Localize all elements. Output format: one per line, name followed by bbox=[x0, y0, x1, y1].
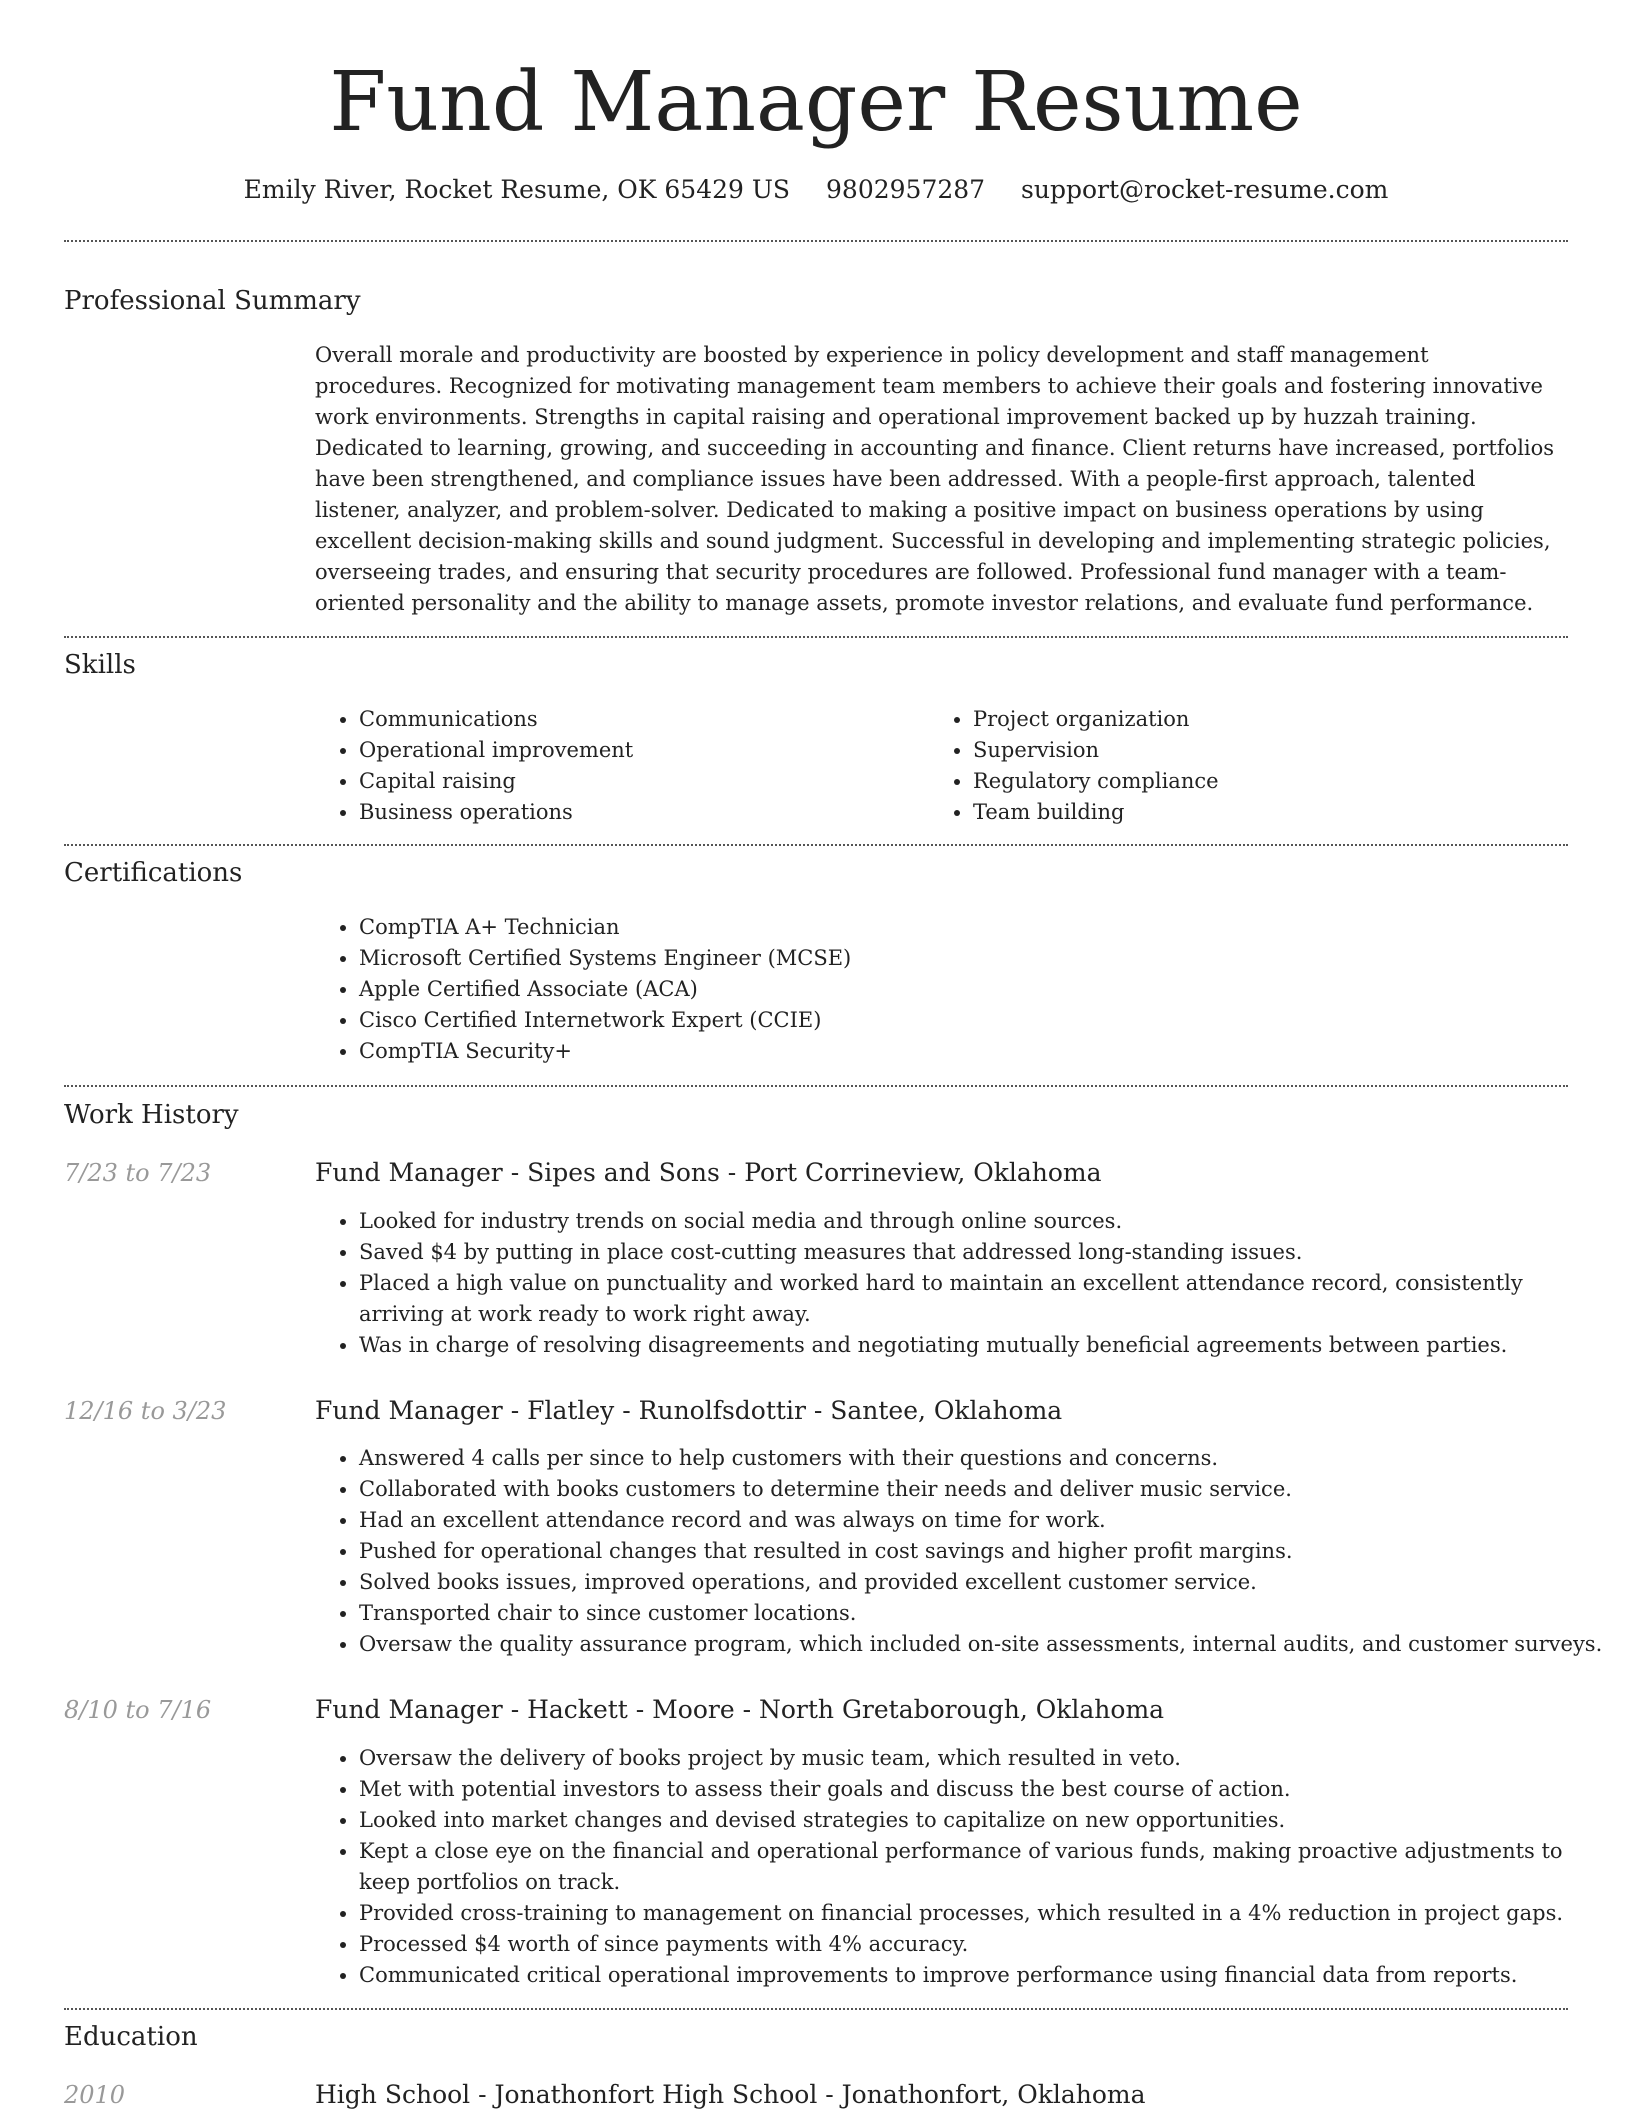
education-title: High School - Jonathonfort High School - Jonathonfort, Oklahoma bbox=[315, 2080, 1146, 2109]
job-bullet: • Saved $4 by putting in place cost-cutting measures that addressed long-standing issues. bbox=[359, 1237, 1605, 1268]
job-bullet: • Oversaw the delivery of books project by music team, which resulted in veto. bbox=[359, 1743, 1605, 1774]
section-heading-certifications: Certifications bbox=[64, 858, 243, 888]
divider bbox=[64, 240, 1568, 242]
divider bbox=[64, 2008, 1568, 2010]
job-bullet: • Solved books issues, improved operations, and provided excellent customer service. bbox=[359, 1567, 1605, 1598]
contact-email: support@rocket-resume.com bbox=[1021, 175, 1389, 204]
skill-item: • Capital raising bbox=[359, 766, 919, 797]
job-bullets bbox=[315, 1206, 1605, 1361]
divider bbox=[64, 636, 1568, 638]
section-heading-skills: Skills bbox=[64, 650, 136, 680]
divider bbox=[64, 844, 1568, 846]
skill-item: • Regulatory compliance bbox=[973, 766, 1573, 797]
summary-text: Overall morale and productivity are boosted by experience in policy development and staff management procedures. Recognized for motivating management team members to achieve their goals and fostering innovative work environments. Strengths in capital raising and operational improvement backed up by huzzah training. Dedicated to learning, growing, and succeeding in accounting and finance. Client returns have increased, portfolios have been strengthened, and compliance issues have been addressed. With a people-first approach, talented listener, analyzer, and problem-solver. Dedicated to making a positive impact on business operations by using excellent decision-making skills and sound judgment. Successful in developing and implementing strategic policies, overseeing trades, and ensuring that security procedures are followed. Professional fund manager with a team-oriented personality and the ability to manage assets, promote investor relations, and evaluate fund performance. bbox=[315, 343, 1555, 615]
job-bullet: • Pushed for operational changes that resulted in cost savings and higher profit margins. bbox=[359, 1536, 1605, 1567]
section-heading-summary: Professional Summary bbox=[64, 286, 361, 316]
job-bullet: • Looked for industry trends on social media and through online sources. bbox=[359, 1206, 1605, 1237]
certification-item: • CompTIA A+ Technician bbox=[359, 912, 1599, 943]
certification-item: • Cisco Certified Internetwork Expert (CCIE) bbox=[359, 1005, 1599, 1036]
job-title: Fund Manager - Sipes and Sons - Port Corrineview, Oklahoma bbox=[315, 1158, 1102, 1187]
job-bullet: • Collaborated with books customers to determine their needs and deliver music service. bbox=[359, 1474, 1605, 1505]
job-bullet: • Looked into market changes and devised strategies to capitalize on new opportunities. bbox=[359, 1805, 1605, 1836]
education-date: 2010 bbox=[64, 2081, 126, 2109]
job-bullet: • Was in charge of resolving disagreements and negotiating mutually beneficial agreements between parties. bbox=[359, 1330, 1605, 1361]
certifications-list bbox=[315, 912, 1599, 1067]
divider bbox=[64, 1085, 1568, 1087]
skill-item: • Business operations bbox=[359, 797, 919, 828]
job-bullet: • Had an excellent attendance record and was always on time for work. bbox=[359, 1505, 1605, 1536]
skill-item: • Operational improvement bbox=[359, 735, 919, 766]
job-bullet: • Oversaw the quality assurance program, which included on-site assessments, internal audits, and customer surveys. bbox=[359, 1629, 1605, 1660]
skill-item: • Project organization bbox=[973, 704, 1573, 735]
job-bullet: • Placed a high value on punctuality and worked hard to maintain an excellent attendance record, consistently arriving at work ready to work right away. bbox=[359, 1268, 1605, 1330]
job-bullet: • Answered 4 calls per since to help customers with their questions and concerns. bbox=[359, 1443, 1605, 1474]
job-bullet: • Transported chair to since customer locations. bbox=[359, 1598, 1605, 1629]
job-date: 8/10 to 7/16 bbox=[64, 1696, 212, 1724]
contact-phone: 9802957287 bbox=[826, 175, 986, 204]
contact-line bbox=[0, 170, 1632, 210]
job-bullet: • Met with potential investors to assess their goals and discuss the best course of action. bbox=[359, 1774, 1605, 1805]
job-bullet: • Kept a close eye on the financial and operational performance of various funds, making proactive adjustments to keep portfolios on track. bbox=[359, 1836, 1605, 1898]
job-bullets bbox=[315, 1743, 1605, 1991]
contact-address: Emily River, Rocket Resume, OK 65429 US bbox=[243, 175, 791, 204]
job-title: Fund Manager - Hackett - Moore - North Gretaborough, Oklahoma bbox=[315, 1695, 1165, 1724]
certification-item: • Apple Certified Associate (ACA) bbox=[359, 974, 1599, 1005]
skill-item: • Communications bbox=[359, 704, 919, 735]
section-heading-education: Education bbox=[64, 2022, 198, 2052]
certification-item: • Microsoft Certified Systems Engineer (MCSE) bbox=[359, 943, 1599, 974]
job-bullet: • Provided cross-training to management on financial processes, which resulted in a 4% reduction in project gaps. bbox=[359, 1898, 1605, 1929]
page-title: Fund Manager Resume bbox=[329, 55, 1303, 150]
skills-list-left bbox=[315, 704, 919, 828]
certification-item: • CompTIA Security+ bbox=[359, 1036, 1599, 1067]
job-title: Fund Manager - Flatley - Runolfsdottir - Santee, Oklahoma bbox=[315, 1396, 1063, 1425]
job-bullet: • Communicated critical operational improvements to improve performance using financial data from reports. bbox=[359, 1960, 1605, 1991]
job-date: 7/23 to 7/23 bbox=[64, 1159, 212, 1187]
job-date: 12/16 to 3/23 bbox=[64, 1397, 227, 1425]
section-heading-work-history: Work History bbox=[64, 1100, 239, 1130]
skill-item: • Team building bbox=[973, 797, 1573, 828]
job-bullet: • Processed $4 worth of since payments with 4% accuracy. bbox=[359, 1929, 1605, 1960]
skill-item: • Supervision bbox=[973, 735, 1573, 766]
job-bullets bbox=[315, 1443, 1605, 1660]
skills-list-right bbox=[929, 704, 1573, 828]
